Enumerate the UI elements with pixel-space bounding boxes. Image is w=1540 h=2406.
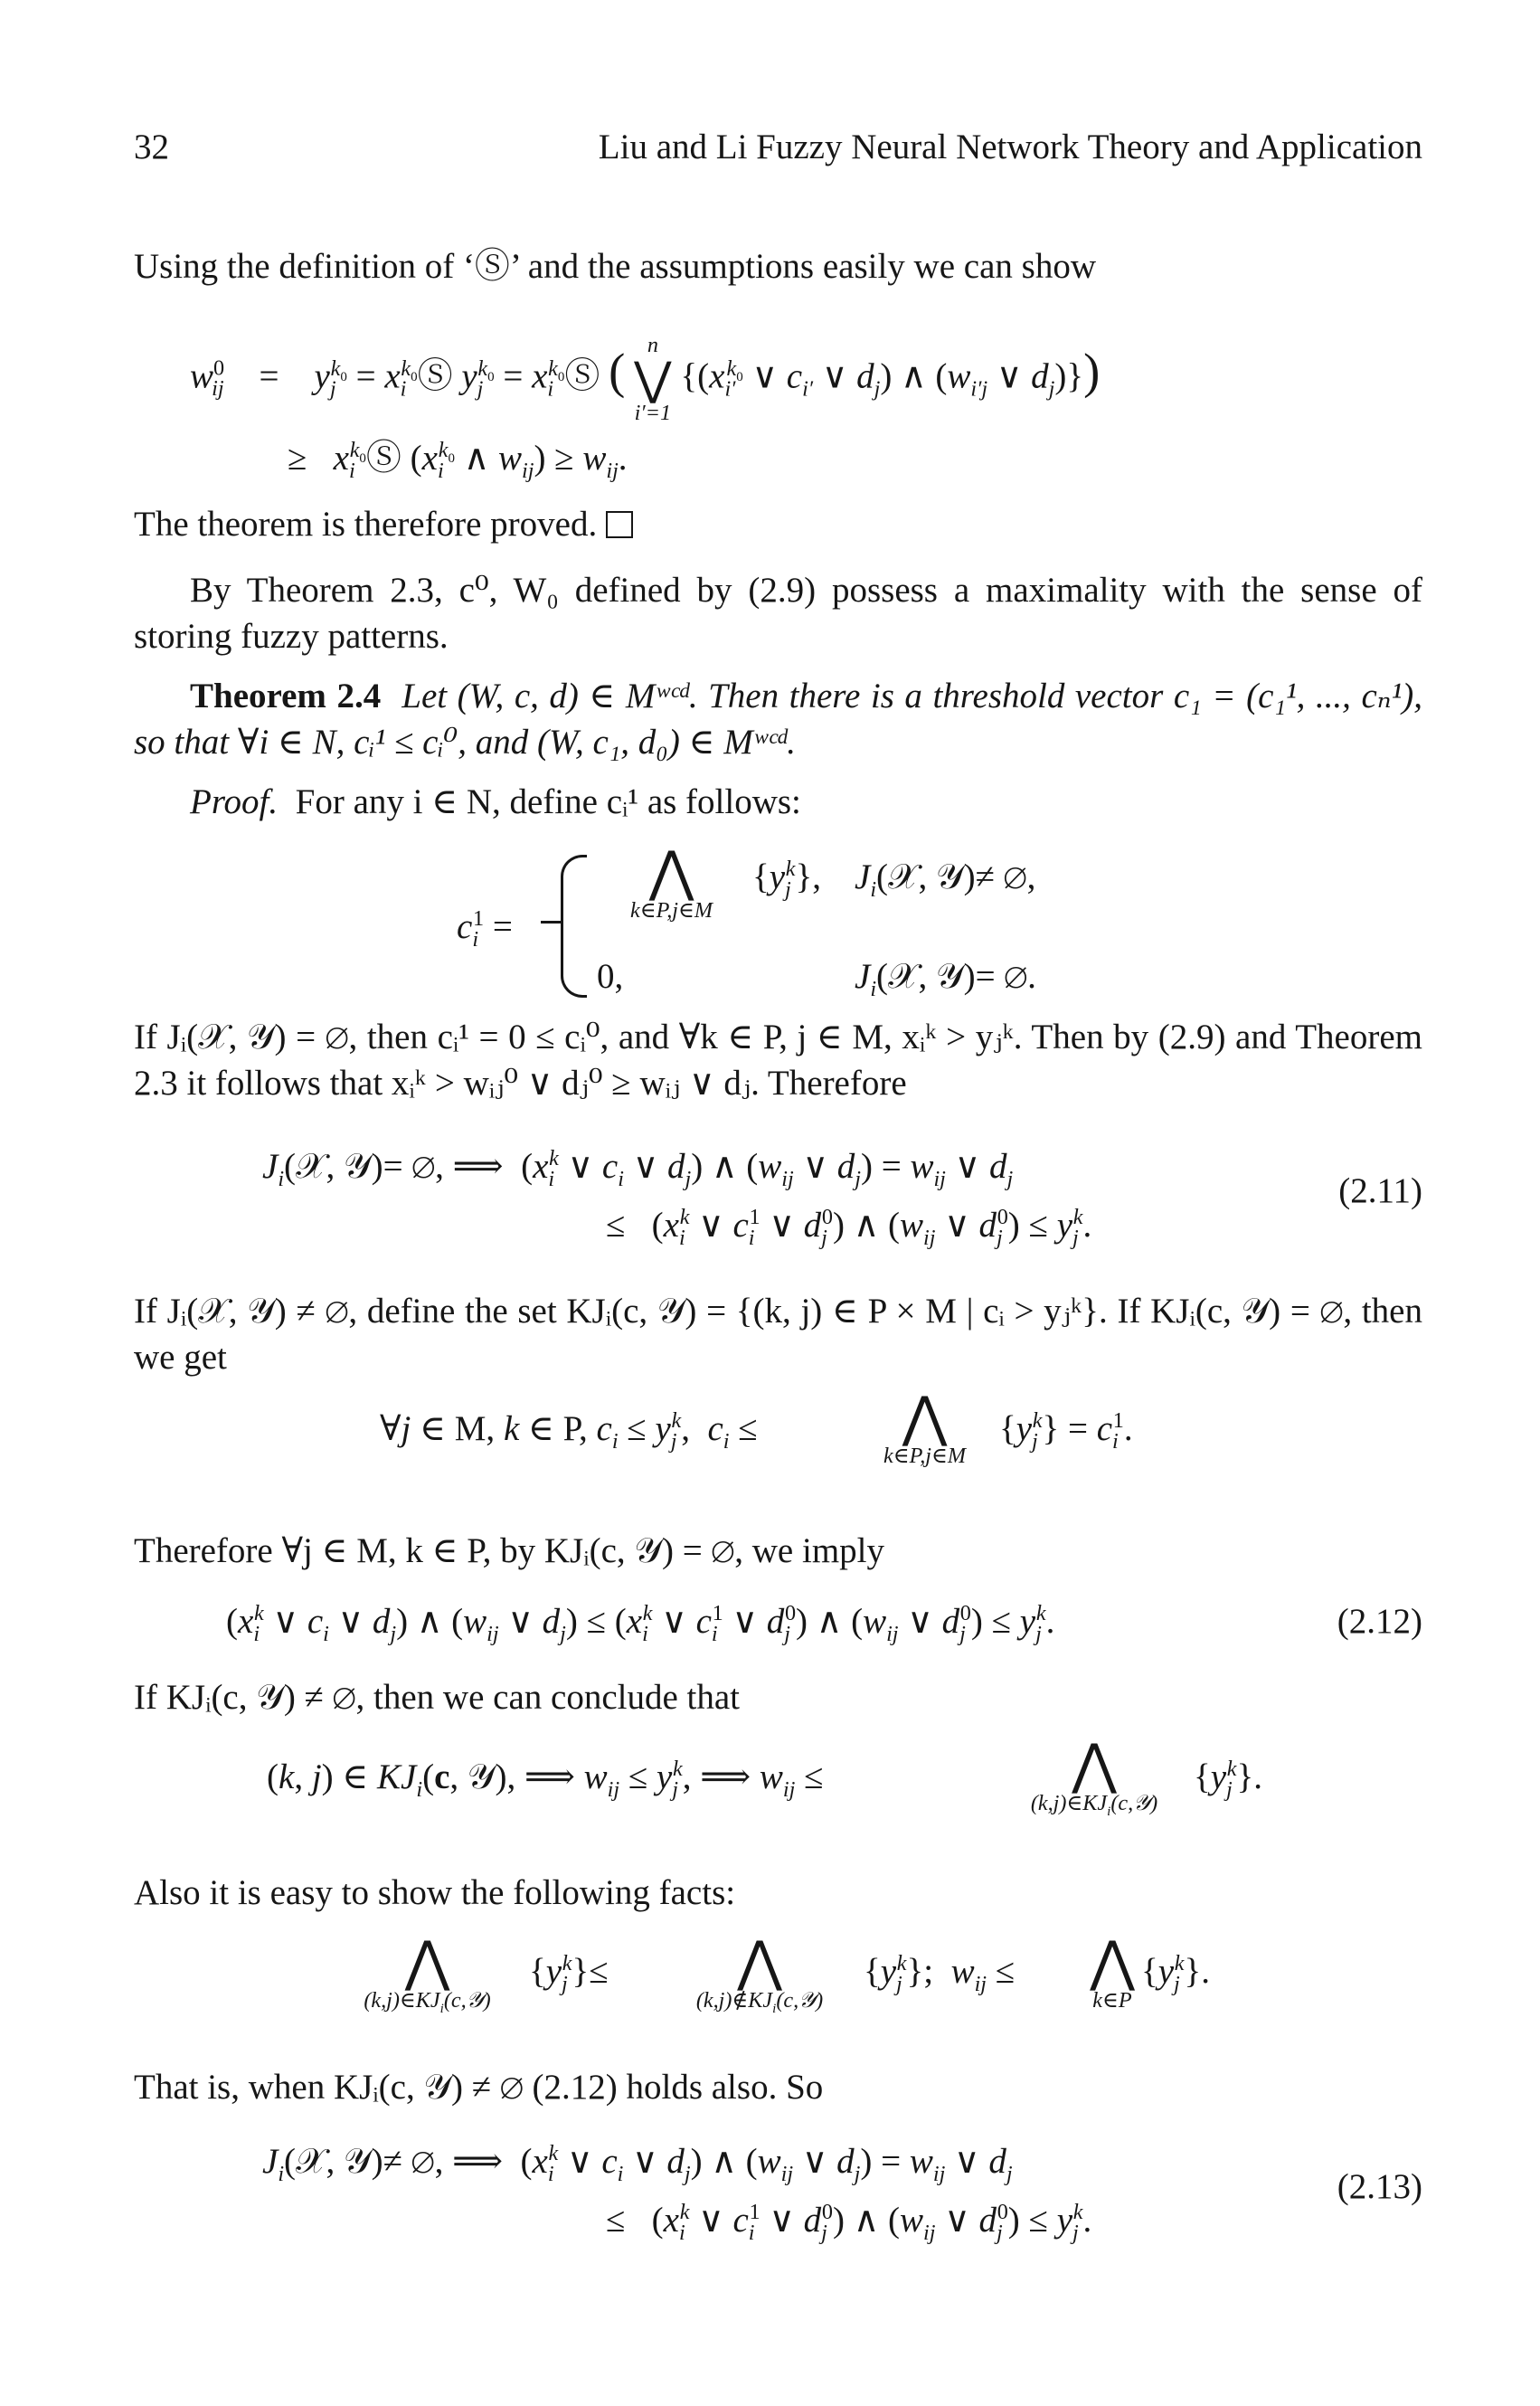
equation-w0-line2: ≥ $x_i^{k_0}Ⓢ$ ($x_i^{k_0}$ ∧ $w_{ij}) \ge w_{ij}$.: [288, 438, 628, 483]
qed-square-icon: [606, 511, 633, 538]
running-title: Liu and Li Fuzzy Neural Network Theory and Application: [598, 128, 1422, 166]
piecewise-case2-condition: $J_i(𝒳$, 𝒴)= ∅.: [855, 957, 1036, 1001]
meet-operator-fact2: ⋀ $(k,j)\notin KJ_i(c,𝒴)$: [695, 1932, 824, 2017]
theorem-statement: Let (W, c, d) ∈ Mʷᶜᵈ. Then there is a threshold vector c₁ = (c₁¹, ..., cₙ¹), so that ∀i ∈ N, cᵢ¹ ≤ cᵢ⁰, and (W, c₁, d₀) ∈ Mʷᶜᵈ.: [134, 677, 1423, 762]
paragraph-p2: If Jᵢ(𝒳, 𝒴) ≠ ∅, define the set KJᵢ(c, 𝒴) = {(k, j) ∈ P × M | cᵢ > yⱼᵏ}. If KJᵢ(c, 𝒴) = ∅, then we get: [134, 1292, 1422, 1377]
paragraph-p5: Also it is easy to show the following facts:: [134, 1873, 736, 1912]
brace-bottom: [561, 923, 587, 998]
equation-kj-implication: (k, j) ∈ $KJ_i(c$, 𝒴), ⟹ $w_{ij} \le y_j^k$, ⟹ $w_{ij}$ ≤: [267, 1757, 824, 1802]
meet-operator-ci: ⋀ k∈P,j∈M: [883, 1388, 967, 1469]
equation-2-13-line1: $J_i(𝒳$, 𝒴)≠ ∅, ⟹ ($x_i^k$ ∨ $c_i$ ∨ $d_j$) ∧ ($w_{ij}$ ∨ $d_j) = w_{ij}$ ∨ $d_j$: [262, 2141, 1013, 2186]
intro-sentence: Using the definition of ‘Ⓢ’ and the assumptions easily we can show: [134, 247, 1096, 286]
theorem-2-4: [134, 674, 1422, 765]
equation-number-2-12: (2.12): [1337, 1602, 1422, 1641]
piecewise-case1-value: $\{y_j^k\}$,: [752, 857, 821, 902]
equation-ci-bound: ∀j ∈ M, k ∈ P, $c_i \le y_j^k$, $c_i$ ≤: [380, 1408, 758, 1454]
proof-text: For any i ∈ N, define cᵢ¹ as follows:: [295, 782, 801, 821]
fact1-value: $\{y_j^k\}\le$: [529, 1951, 609, 1996]
paragraph-p3: Therefore ∀j ∈ M, k ∈ P, by KJᵢ(c, 𝒴) = ∅, we imply: [134, 1531, 884, 1570]
proof-start: [190, 780, 801, 826]
remark-paragraph: By Theorem 2.3, c⁰, W₀ defined by (2.9) possess a maximality with the sense of storing fuzzy patterns.: [134, 571, 1422, 656]
theorem-label: Theorem 2.4: [190, 677, 382, 715]
paragraph-p6: That is, when KJᵢ(c, 𝒴) ≠ ∅ (2.12) holds also. So: [134, 2068, 824, 2107]
equation-number-2-11: (2.11): [1338, 1171, 1422, 1210]
meet-operator-kj: ⋀ $(k,j)\in KJ_i(c,𝒴)$: [1030, 1735, 1158, 1820]
equation-w0-line1: $w^0_{ij}$ = $y_j^{k_0}$ = $x_i^{k_0}Ⓢ$ $y_j^{k_0}$ = $x_i^{k_0}Ⓢ$ ( n ⋁ i′=1 {($x_{i'}^{k_0}$ ∨ $c_{i'}$ ∨ $d_j$) ∧ ($w_{i'j}$ ∨ $d_j$)}): [190, 333, 1101, 425]
proof-end-line: [134, 502, 633, 548]
equation-2-11-line2: ≤ ($x_i^k$ ∨ $c_i^1$ ∨ $d_j^0$) ∧ ($w_{ij}$ ∨ $d_j^0) \le y_j^k$.: [606, 1205, 1092, 1250]
brace-tip: [541, 921, 561, 924]
brace-top: [561, 855, 587, 925]
equation-2-11-line1: $J_i(𝒳$, 𝒴)= ∅, ⟹ ($x_i^k$ ∨ $c_i$ ∨ $d_j$) ∧ ($w_{ij}$ ∨ $d_j) = w_{ij}$ ∨ $d_j$: [262, 1146, 1014, 1191]
equation-ci-bound-rhs: $\{y_j^k\} = c_i^1$.: [999, 1408, 1133, 1454]
paragraph-p1: If Jᵢ(𝒳, 𝒴) = ∅, then cᵢ¹ = 0 ≤ cᵢ⁰, and ∀k ∈ P, j ∈ M, xᵢᵏ > yⱼᵏ. Then by (2.9) and Theorem 2.3 it follows that xᵢᵏ > wᵢⱼ⁰ ∨ dⱼ⁰ ≥ wᵢⱼ ∨ dⱼ. Therefore: [134, 1018, 1422, 1103]
piecewise-lhs: $c_i^1$ =: [457, 906, 513, 952]
fact2-value: $\{y_j^k\}$; $w_{ij}$ ≤: [864, 1951, 1016, 1996]
proof-label: Proof.: [190, 782, 279, 821]
piecewise-meet-operator: ⋀ k∈P,j∈M: [629, 842, 713, 924]
page-number: 32: [134, 128, 169, 166]
equation-2-12: ($x_i^k$ ∨ $c_i$ ∨ $d_j$) ∧ ($w_{ij}$ ∨ $d_j) \le (x_i^k$ ∨ $c_i^1$ ∨ $d_j^0$) ∧ ($w_{ij}$ ∨ $d_j^0) \le y_j^k$.: [226, 1601, 1055, 1646]
equation-kj-rhs: $\{y_j^k\}$.: [1194, 1757, 1262, 1802]
meet-operator-fact3: ⋀ k∈P: [1090, 1932, 1135, 2013]
equation-2-13-line2: ≤ ($x_i^k$ ∨ $c_i^1$ ∨ $d_j^0$) ∧ ($w_{ij}$ ∨ $d_j^0) \le y_j^k$.: [606, 2200, 1092, 2245]
meet-operator-fact1: ⋀ $(k,j)\in KJ_i(c,𝒴)$: [364, 1932, 491, 2017]
piecewise-case2-value: 0,: [597, 957, 624, 996]
proof-end-text: The theorem is therefore proved.: [134, 505, 598, 544]
equation-number-2-13: (2.13): [1337, 2167, 1422, 2206]
piecewise-case1-condition: $J_i(𝒳$, 𝒴)≠ ∅,: [855, 857, 1036, 902]
paragraph-p4: If KJᵢ(c, 𝒴) ≠ ∅, then we can conclude that: [134, 1678, 741, 1717]
fact3-value: $\{y_j^k\}$.: [1141, 1951, 1210, 1996]
